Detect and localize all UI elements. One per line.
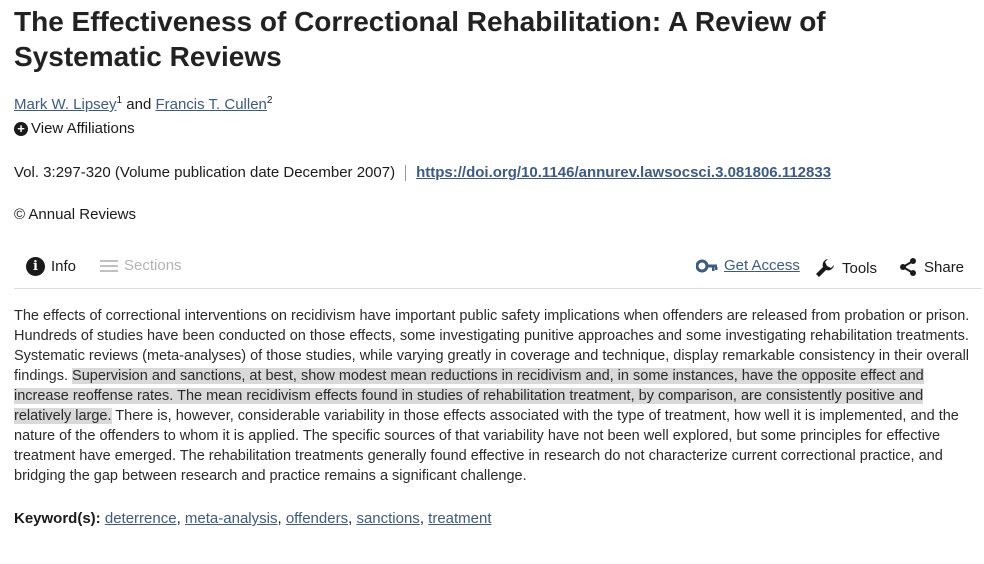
divider <box>405 165 406 181</box>
tools-label: Tools <box>842 259 878 277</box>
abstract-highlight: Supervision and sanctions, at best, show modest mean reductions in recidivism and, in some instances, have the opposite effect and increase reoffense rates. The mean recidivism effects found in studies of rehabilitation treatment, by comparison, are consistently positive and relatively large. <box>14 368 924 424</box>
keyword-separator: , <box>176 510 185 527</box>
keywords-label: Keyword(s): <box>14 510 101 527</box>
doi-link[interactable]: https://doi.org/10.1146/annurev.lawsocsci.3.081806.112833 <box>416 164 832 181</box>
author-list <box>14 95 272 113</box>
affiliation-marker: 2 <box>266 95 273 106</box>
author-link-lipsey[interactable]: Mark W. Lipsey <box>14 96 117 113</box>
info-tab[interactable] <box>26 257 76 276</box>
keywords <box>14 510 492 527</box>
list-icon <box>100 260 118 272</box>
affiliation-marker: 1 <box>116 95 123 106</box>
get-access-button[interactable] <box>696 257 800 274</box>
keyword-link[interactable]: sanctions <box>356 510 420 527</box>
volume-info: Vol. 3:297-320 (Volume publication date December 2007) <box>14 164 396 181</box>
abstract-text <box>14 306 982 486</box>
article-title: The Effectiveness of Correctional Rehabilitation: A Review of Systematic Reviews <box>14 6 826 72</box>
sections-tab[interactable] <box>100 257 182 274</box>
article-toolbar <box>14 250 982 289</box>
publication-info <box>14 164 831 181</box>
wrench-icon <box>814 257 836 279</box>
keyword-link[interactable]: deterrence <box>104 510 177 527</box>
keyword-link[interactable]: treatment <box>428 510 492 527</box>
keyword-link[interactable]: offenders <box>285 510 349 527</box>
share-button[interactable] <box>898 257 964 277</box>
share-label: Share <box>924 258 965 276</box>
abstract-before: The effects of correctional interventions on recidivism have important public safety implications when offenders are released from probation or prison. Hundreds of studies have been conducted on those effects, some investigating punitive approaches and some investigating rehabilitation treatments. Systematic reviews (meta-analyses) of those studies, while varying greatly in coverage and technique, display remarkable consistency in their overall findings. <box>14 308 970 384</box>
info-label: Info <box>51 258 77 275</box>
author-joiner: and <box>126 96 152 113</box>
sections-label: Sections <box>124 257 182 274</box>
copyright: © Annual Reviews <box>14 206 136 223</box>
info-icon: i <box>26 257 45 276</box>
abstract-after: There is, however, considerable variability in those effects associated with the type of treatment, how well it is implemented, and the nature of the offenders to whom it is applied. The specific sources of that variability have not been well explored, but some principles for effective treatment have emerged. The rehabilitation treatments generally found effective in research do not characterize current correctional practice, and bridging the gap between research and practice remains a significant challenge. <box>14 408 959 484</box>
key-icon <box>696 259 718 273</box>
keyword-link[interactable]: meta-analysis <box>184 510 278 527</box>
keyword-separator: , <box>277 510 286 527</box>
abstract <box>14 306 982 486</box>
author-link-cullen[interactable]: Francis T. Cullen <box>155 96 267 113</box>
share-icon <box>898 257 918 277</box>
plus-circle-icon: + <box>14 122 28 136</box>
keyword-separator: , <box>419 510 429 527</box>
view-affiliations-label: View Affiliations <box>31 120 135 137</box>
keyword-separator: , <box>348 510 357 527</box>
view-affiliations-toggle[interactable] <box>14 120 135 137</box>
get-access-label: Get Access <box>724 257 800 274</box>
tools-button[interactable] <box>814 257 877 279</box>
